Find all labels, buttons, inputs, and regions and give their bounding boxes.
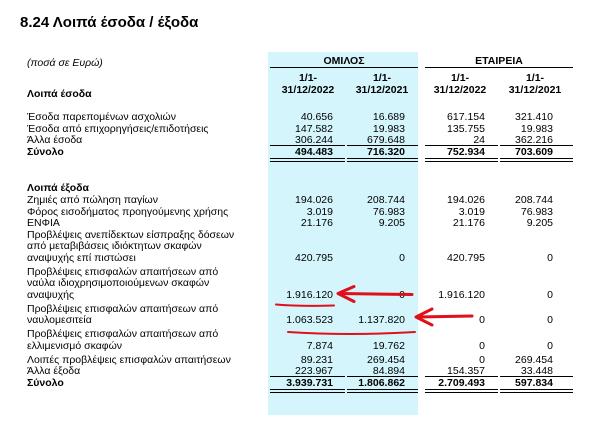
expense-row-3-value-1: 21.176 [300, 217, 333, 229]
expense-row-label: Λοιπές προβλέψεις επισφαλών απαιτήσεων [27, 353, 231, 366]
expense-row-5-value-3: 1.916.120 [438, 288, 485, 301]
expense-row-6-value-1: 1.063.523 [286, 314, 333, 326]
expense-row-1-value-3: 194.026 [447, 194, 485, 206]
expense-row-label: Προβλέψεις επισφαλών απαιτήσεων από [27, 328, 219, 340]
income-total-value-4: 703.609 [515, 145, 553, 158]
expense-row-5-value-4: 0 [547, 288, 553, 301]
page-title: 8.24 Λοιπά έσοδα / έξοδα [20, 14, 199, 31]
income-total-value-2: 716.320 [367, 145, 405, 158]
expense-row-8-value-3: 0 [479, 353, 485, 366]
expenses-total-value-2: 1.806.862 [358, 376, 405, 389]
period-header-3: 1/1- 31/12/2022 [433, 72, 487, 96]
income-heading: Λοιπά έσοδα [27, 88, 92, 100]
expense-row-label: αναψυχής επί πιστώσει [27, 251, 136, 264]
expense-row-3-value-3: 21.176 [452, 217, 485, 229]
expense-row-label: Προβλέψεις επισφαλών απαιτήσεων από [27, 265, 219, 278]
expenses-heading: Λοιπά έξοδα [27, 182, 89, 194]
expense-row-6-value-3: 0 [479, 314, 485, 326]
expense-row-label: Προβλέψεις ανεπίδεκτων είσπραξης δόσεων [27, 228, 235, 241]
expense-row-2-value-4: 76.983 [520, 205, 553, 218]
expense-row-7-value-1: 7.874 [306, 339, 333, 352]
expense-row-4-value-2: 0 [399, 251, 405, 264]
income-row-2-value-4: 19.983 [520, 122, 553, 135]
income-row-1-value-3: 617.154 [447, 111, 485, 123]
expense-row-8-value-1: 89.231 [300, 353, 333, 366]
expenses-total-label: Σύνολο [27, 376, 64, 389]
income-row-3-value-1: 306.244 [295, 134, 333, 146]
expense-row-5-value-1: 1.916.120 [286, 288, 333, 301]
underline-1-icon [276, 305, 334, 306]
expense-row-2-value-3: 3.019 [458, 205, 485, 218]
expense-row-9-value-2: 84.894 [372, 365, 405, 377]
expenses-total-value-4: 597.834 [515, 376, 553, 389]
expense-row-1-value-1: 194.026 [295, 194, 333, 206]
expense-row-label: ελλιμενισμό σκαφών [27, 339, 123, 352]
expense-row-4-value-4: 0 [547, 251, 553, 264]
expense-row-9-value-4: 33.448 [520, 365, 553, 377]
expense-row-5-value-2: 0 [399, 288, 405, 301]
expense-row-2-value-1: 3.019 [306, 205, 333, 218]
expense-row-label: ΕΝΦΙΑ [27, 217, 60, 229]
expense-row-6-value-2: 1.137.820 [358, 314, 405, 326]
expense-row-9-value-1: 223.967 [295, 365, 333, 377]
expense-row-label: Φόρος εισοδήματος προηγούμενης χρήσης [27, 205, 229, 218]
income-total-value-3: 752.934 [447, 145, 485, 158]
expense-row-3-value-2: 9.205 [378, 217, 405, 229]
expense-row-8-value-4: 269.454 [515, 353, 553, 366]
company-header: ΕΤΑΙΡΕΙΑ [475, 55, 523, 67]
expense-row-label: Ζημιές από πώληση παγίων [27, 194, 158, 206]
income-row-label: Έσοδα από επιχορηγήσεις/επιδοτήσεις [27, 122, 209, 135]
period-header-2: 1/1- 31/12/2021 [355, 72, 409, 96]
arrow-2-icon [418, 316, 472, 317]
income-row-3-value-4: 362.216 [515, 134, 553, 146]
expense-row-7-value-3: 0 [479, 339, 485, 352]
expense-row-label: Άλλα έξοδα [27, 365, 81, 377]
expense-row-6-value-4: 0 [547, 314, 553, 326]
income-row-2-value-3: 135.755 [447, 122, 485, 135]
expense-row-9-value-3: 154.357 [447, 365, 485, 377]
income-row-label: Έσοδα παρεπομένων ασχολιών [27, 111, 176, 123]
income-row-2-value-2: 19.983 [372, 122, 405, 135]
expense-row-7-value-2: 19.762 [372, 339, 405, 352]
expense-row-4-value-3: 420.795 [447, 251, 485, 264]
period-header-4: 1/1- 31/12/2021 [508, 72, 562, 96]
arrow-1-icon [340, 294, 412, 295]
underline-2-icon [288, 332, 415, 334]
income-total-label: Σύνολο [27, 145, 64, 158]
expense-row-2-value-2: 76.983 [372, 205, 405, 218]
income-row-1-value-4: 321.410 [515, 111, 553, 123]
income-row-label: Άλλα έσοδα [27, 134, 83, 146]
expense-row-3-value-4: 9.205 [526, 217, 553, 229]
expense-row-8-value-2: 269.454 [367, 353, 405, 366]
expense-row-label: από μεταβιβάσεις ιδιόκτητων σκαφών [27, 240, 202, 252]
group-header: ΟΜΙΛΟΣ [323, 55, 365, 67]
income-row-2-value-1: 147.582 [295, 122, 333, 135]
expenses-total-value-1: 3.939.731 [286, 376, 333, 389]
income-row-1-value-2: 16.689 [372, 111, 405, 123]
expense-row-label: αναψυχής [27, 288, 75, 301]
expenses-total-value-3: 2.709.493 [438, 376, 485, 389]
expense-row-1-value-2: 208.744 [367, 194, 405, 206]
unit-note: (ποσά σε Ευρώ) [27, 57, 103, 69]
expense-row-label: Προβλέψεις επισφαλών απαιτήσεων από [27, 302, 219, 315]
income-row-3-value-3: 24 [473, 134, 485, 146]
income-row-3-value-2: 679.648 [367, 134, 405, 146]
income-row-1-value-1: 40.656 [300, 111, 333, 123]
income-total-value-1: 494.483 [295, 145, 333, 158]
expense-row-4-value-1: 420.795 [295, 251, 333, 264]
expense-row-label: ναύλα ιδιοχρησιμοποιούμενων σκαφών [27, 277, 210, 289]
period-header-1: 1/1- 31/12/2022 [281, 72, 335, 96]
expense-row-label: ναυλομεσιτεία [27, 314, 92, 326]
expense-row-1-value-4: 208.744 [515, 194, 553, 206]
expense-row-7-value-4: 0 [547, 339, 553, 352]
